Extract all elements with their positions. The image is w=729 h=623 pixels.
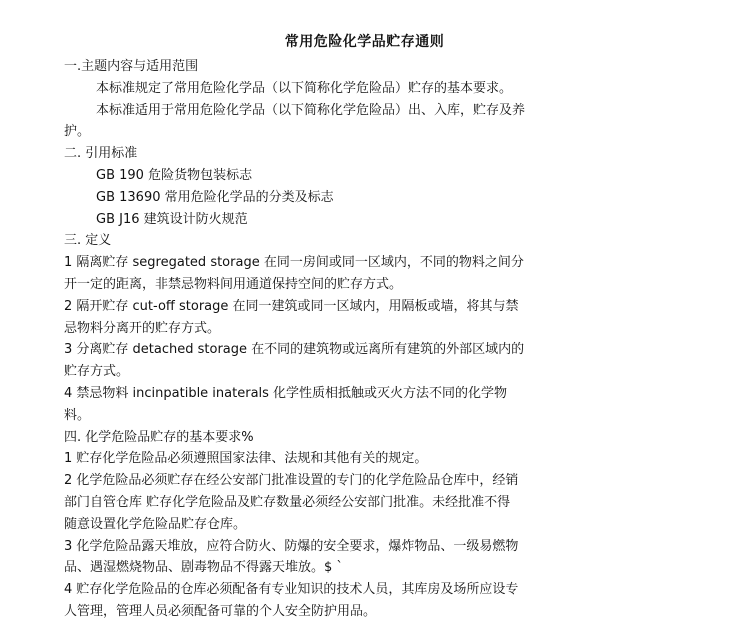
text-line: 3 化学危险品露天堆放，应符合防火、防爆的安全要求，爆炸物品、一级易燃物 bbox=[64, 538, 519, 554]
text-line: 开一定的距离，非禁忌物料间用通道保持空间的贮存方式。 bbox=[64, 276, 403, 292]
text-line: 随意设置化学危险品贮存仓库。 bbox=[64, 516, 247, 532]
text-line: 4 贮存化学危险品的仓库必须配备有专业知识的技术人员，其库房及场所应设专 bbox=[64, 582, 519, 598]
text-line: 二. 引用标准 bbox=[64, 146, 138, 162]
text-line: 4 禁忌物料 incinpatible inaterals 化学性质相抵触或灭火方法不同的化学物 bbox=[64, 385, 508, 401]
document-body bbox=[64, 56, 664, 623]
text-line: 本标准规定了常用危险化学品（以下简称化学危险品）贮存的基本要求。 bbox=[96, 80, 513, 96]
text-line: 2 隔开贮存 cut-off storage 在同一建筑或同一区域内，用隔板或墙，将其与禁 bbox=[64, 298, 519, 314]
text-line: 人管理，管理人员必须配备可靠的个人安全防护用品。 bbox=[64, 603, 377, 619]
text-line: 1 隔离贮存 segregated storage 在同一房间或同一区域内，不同的物料之间分 bbox=[64, 255, 524, 271]
text-line: 1 贮存化学危险品必须遵照国家法律、法规和其他有关的规定。 bbox=[64, 451, 428, 467]
text-line: 忌物料分离开的贮存方式。 bbox=[64, 320, 221, 336]
document-title: 常用危险化学品贮存通则 bbox=[284, 34, 445, 50]
text-line: 品、遇湿燃烧物品、剧毒物品不得露天堆放。$ ` bbox=[64, 560, 343, 576]
text-line: 三. 定义 bbox=[64, 233, 112, 249]
text-line: GB 190 危险货物包装标志 bbox=[96, 167, 253, 183]
text-line: 贮存方式。 bbox=[64, 364, 130, 380]
text-line: 护。 bbox=[64, 124, 91, 140]
text-line: 料。 bbox=[64, 407, 91, 423]
text-line: GB J16 建筑设计防火规范 bbox=[96, 211, 248, 227]
text-line: GB 13690 常用危险化学品的分类及标志 bbox=[96, 189, 334, 205]
text-line: 本标准适用于常用危险化学品（以下简称化学危险品）出、入库，贮存及养 bbox=[96, 102, 526, 118]
text-line: 一.主题内容与适用范围 bbox=[64, 59, 199, 74]
text-line: 四. 化学危险品贮存的基本要求% bbox=[64, 429, 254, 445]
text-line: 部门自管仓库 贮存化学危险品及贮存数量必须经公安部门批准。未经批准不得 bbox=[64, 494, 511, 510]
text-line: 2 化学危险品必须贮存在经公安部门批准设置的专门的化学危险品仓库中，经销 bbox=[64, 473, 519, 489]
text-line: 3 分离贮存 detached storage 在不同的建筑物或远离所有建筑的外部区域内的 bbox=[64, 342, 525, 358]
